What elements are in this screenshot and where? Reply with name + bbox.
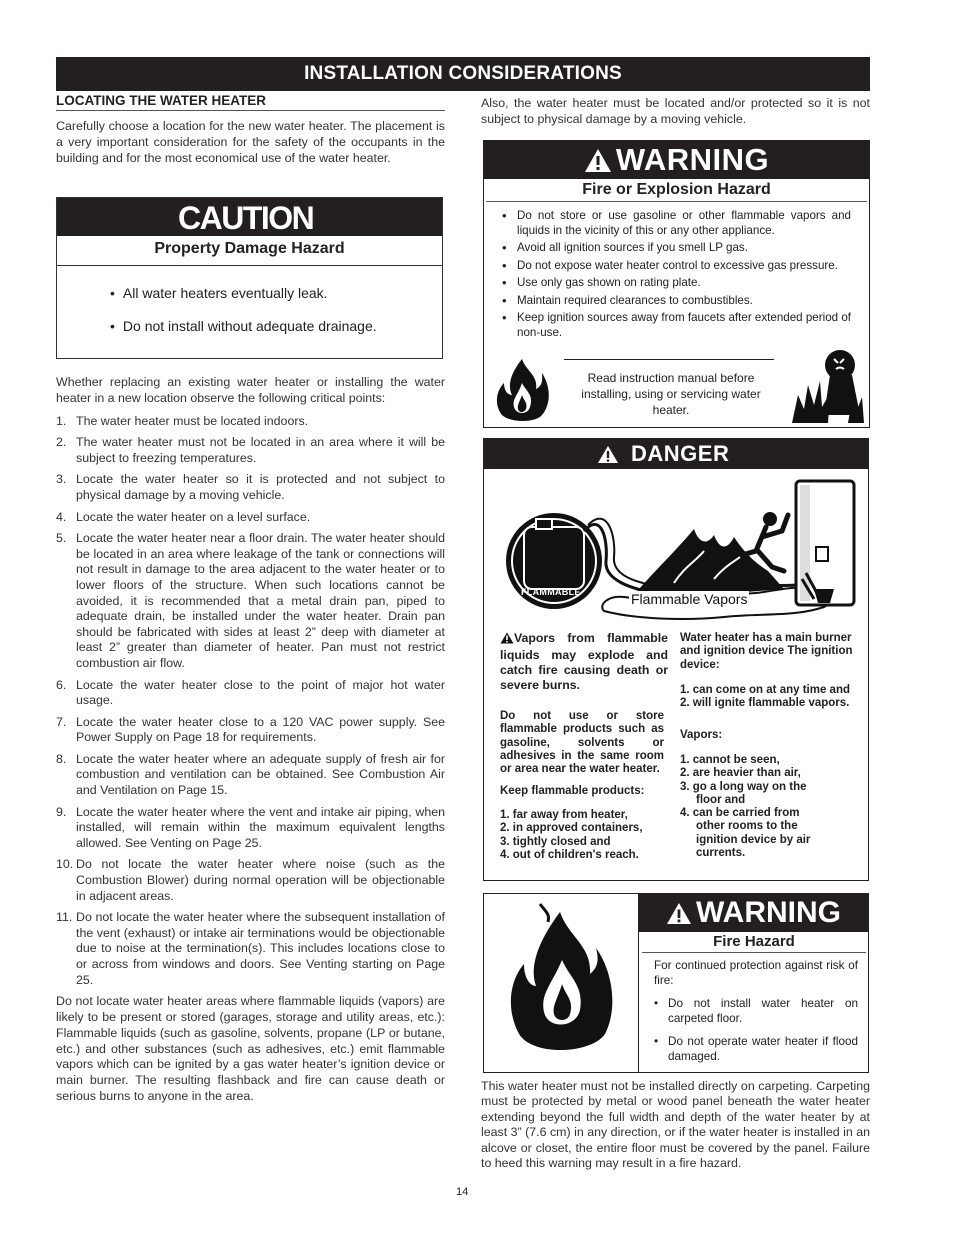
keep-products-list [500, 809, 668, 862]
closing-paragraph: Do not locate water heater areas where flammable liquids (vapors) are likely to be present or stored (garages, storage and utility areas, etc.): Flammable liquids (such as gasoline, solvents, propane (LP or butane, etc.) and other substances (such as adhesives, etc.) emit flammable vapors which can be ignited by a gas water heater’s ignition device or main burner. The resulting flashback and fire can cause death or serious burns to anyone in the area. [56, 994, 445, 1103]
flame-icon [506, 902, 618, 1066]
fire-explosion-warning-box [483, 140, 870, 428]
fire-hazard-intro: For continued protection against risk of fire: [654, 959, 858, 987]
list-item: • Avoid all ignition sources if you smell LP gas. [502, 240, 748, 255]
danger-box [483, 438, 869, 881]
vapors-label: Flammable Vapors [631, 591, 748, 607]
list-item: 2. The water heater must not be located in an area where it will be subject to freezing temperatures. [56, 435, 445, 465]
right-closing [481, 1079, 870, 1171]
list-item: • Do not expose water heater control to excessive gas pressure. [502, 257, 838, 273]
list-item: 5. Locate the water heater near a floor drain. The water heater should be located in an area where leakage of the tank or connections will not result in damage to the area adjacent to the water heater or to lower floors of the structure. When such locations cannot be avoided, it is recommended that a metal drain pan, piped to adequate drain, be installed under the water heater. Drain pan should be fabricated with sides at least 2” deep with diameter at least 2” greater than diameter of heater. Pan must not restrict combustion air flow. [56, 531, 445, 670]
warning-heading: WARNING [696, 896, 841, 929]
list-item: 1. The water heater must be located indoors. [56, 413, 309, 428]
caution-heading: CAUTION [57, 198, 442, 236]
flammable-vapors-illustration [484, 471, 868, 631]
warning-triangle-icon [666, 902, 692, 925]
left-column-top [56, 93, 445, 166]
caution-box [56, 197, 443, 359]
section-title: LOCATING THE WATER HEATER [56, 93, 445, 111]
caution-item: • All water heaters eventually leak. [110, 285, 442, 301]
caution-list [57, 266, 442, 334]
list-item: 4. out of children's reach. [500, 848, 639, 861]
list-item: 11. Do not locate the water heater where the subsequent installation of the vent (exhaust) or intake air terminations would be objectionable due to noise at the termination(s). This includes locations close to or across from windows and doors. See Venting starting on Page 25. [56, 910, 445, 987]
flame-icon [492, 357, 554, 425]
danger-header [484, 439, 868, 469]
fire-hazard-text [654, 958, 858, 1064]
list-item: 1. cannot be seen, [680, 754, 780, 766]
list-item: 2. are heavier than air, [680, 767, 801, 780]
warning-triangle-icon [597, 445, 619, 464]
warning-triangle-icon [584, 148, 612, 173]
divider [564, 359, 774, 360]
right-closing-text: This water heater must not be installed directly on carpeting. Carpeting must be protected by metal or wood panel beneath the water heater extending beyond the full width and depth of the water heater by at least 3” (7.6 cm) in any direction, or if the water heater is installed in an alcove or closet, the entire floor must be covered by the panel. Failure to heed this warning may result in a fire hazard. [481, 1079, 870, 1171]
caution-subheading: Property Damage Hazard [57, 236, 442, 266]
list-item: • Do not operate water heater if flood damaged. [654, 1035, 858, 1063]
manual-note: Read instruction manual before installing, using or servicing water heater. [581, 371, 761, 417]
warning-subheading: Fire or Explosion Hazard [486, 179, 867, 202]
keep-products-title: Keep flammable products: [500, 785, 645, 797]
right-intro [481, 96, 870, 128]
explosion-person-icon [790, 345, 866, 425]
warning-triangle-icon [500, 632, 514, 648]
points-intro: Whether replacing an existing water heater or installing the water heater in a new location observe the following critical points: [56, 375, 445, 405]
list-item: 1. can come on at any time and [680, 684, 850, 696]
list-item: • Do not store or use gasoline or other flammable vapors and liquids in the vicinity of this or any other appliance. [502, 208, 851, 237]
list-item: 4. Locate the water heater on a level surface. [56, 509, 311, 524]
list-item: 7. Locate the water heater close to a 120 VAC power supply. See Power Supply on Page 18 for requirements. [56, 714, 445, 745]
warning-list [484, 202, 869, 340]
left-column-body [56, 375, 445, 1105]
danger-heading: DANGER [631, 441, 730, 466]
list-item: 9. Locate the water heater where the vent and intake air piping, when installed, will remain within the maximum equivalent lengths allowed. See Venting on Page 25. [56, 804, 445, 850]
list-item: 8. Locate the water heater where an adequate supply of fresh air for combustion and ventilation can be obtained. See Combustion Air and Ventilation on Page 15. [56, 751, 445, 798]
vapors-warning: Vapors from flammable liquids may explode and catch fire causing death or severe burns. [500, 631, 668, 692]
section-banner: INSTALLATION CONSIDERATIONS [56, 57, 870, 91]
list-item: • Do not install water heater on carpeted floor. [654, 997, 858, 1025]
list-item: 3. Locate the water heater so it is protected and not subject to physical damage by a moving vehicle. [56, 472, 445, 502]
list-item: • Maintain required clearances to combustibles. [502, 292, 753, 308]
page-number: 14 [456, 1186, 469, 1198]
heater-ignition-intro: Water heater has a main burner and ignition device The ignition device: [680, 632, 853, 671]
list-item: 2. in approved containers, [500, 822, 643, 835]
list-item: • Keep ignition sources away from faucets after extended period of non-use. [502, 310, 851, 339]
warning-subheading: Fire Hazard [642, 932, 866, 953]
ignition-list [680, 684, 864, 711]
can-label: FLAMMABLE [521, 587, 581, 597]
list-item: • Use only gas shown on rating plate. [502, 275, 701, 290]
critical-points-list [56, 414, 445, 989]
right-intro-text: Also, the water heater must be located and/or protected so it is not subject to physical damage by a moving vehicle. [481, 96, 870, 126]
warning-header [484, 141, 869, 179]
vapors-list [680, 754, 830, 860]
warning-header [639, 894, 868, 932]
list-item: 3. go a long way on the floor and [680, 780, 807, 806]
list-item: 10. Do not locate the water heater where noise (such as the Combustion Blower) during normal operation will be objectionable in adjacent areas. [56, 857, 445, 903]
list-item: 3. tightly closed and [500, 835, 611, 848]
list-item: 1. far away from heater, [500, 809, 628, 821]
intro-paragraph: Carefully choose a location for the new water heater. The placement is a very important consideration for the safety of the occupants in the building and for the most economical use of the water heater. [56, 119, 445, 165]
list-item: 4. can be carried from other rooms to the ignition device by air currents. [680, 807, 811, 860]
list-item: 6. Locate the water heater close to the point of major hot water usage. [56, 677, 445, 708]
vapors-title: Vapors: [680, 729, 723, 741]
fire-hazard-warning-box [483, 893, 869, 1073]
list-item: 2. will ignite flammable vapors. [680, 697, 850, 710]
do-not-store-text: Do not use or store flammable products such as gasoline, solvents or adhesives in the same room or area near the water heater. [500, 710, 664, 776]
caution-item: • Do not install without adequate drainage. [110, 318, 442, 334]
warning-heading: WARNING [615, 142, 770, 177]
